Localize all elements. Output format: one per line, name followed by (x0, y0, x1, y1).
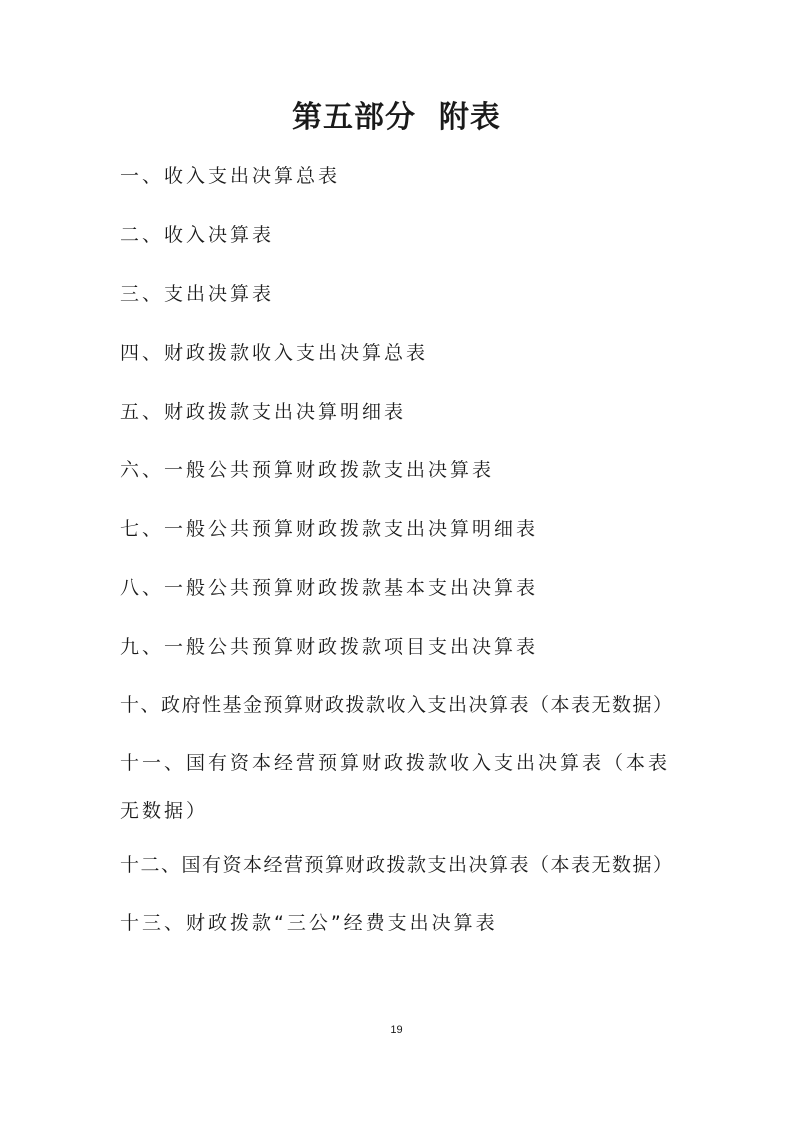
list-item: 六、一般公共预算财政拨款支出决算表 (120, 459, 495, 481)
list-item: 五、财政拨款支出决算明细表 (120, 401, 407, 423)
list-item: 十三、财政拨款“三公”经费支出决算表 (120, 912, 498, 934)
list-item: 十、政府性基金预算财政拨款收入支出决算表（本表无数据） (120, 694, 674, 716)
list-item: 一、收入支出决算总表 (120, 165, 341, 187)
list-item: 三、支出决算表 (120, 283, 275, 305)
list-item: 四、财政拨款收入支出决算总表 (120, 342, 429, 364)
page-number: 19 (390, 1024, 403, 1036)
list-item: 十一、国有资本经营预算财政拨款收入支出决算表（本表无数据） (120, 752, 671, 822)
list-item: 二、收入决算表 (120, 224, 275, 246)
list-item: 八、一般公共预算财政拨款基本支出决算表 (120, 577, 539, 599)
list-item: 七、一般公共预算财政拨款支出决算明细表 (120, 518, 539, 540)
page-title: 第五部分 附表 (292, 100, 501, 135)
list-item: 九、一般公共预算财政拨款项目支出决算表 (120, 636, 539, 658)
list-item: 十二、国有资本经营预算财政拨款支出决算表（本表无数据） (120, 854, 674, 876)
